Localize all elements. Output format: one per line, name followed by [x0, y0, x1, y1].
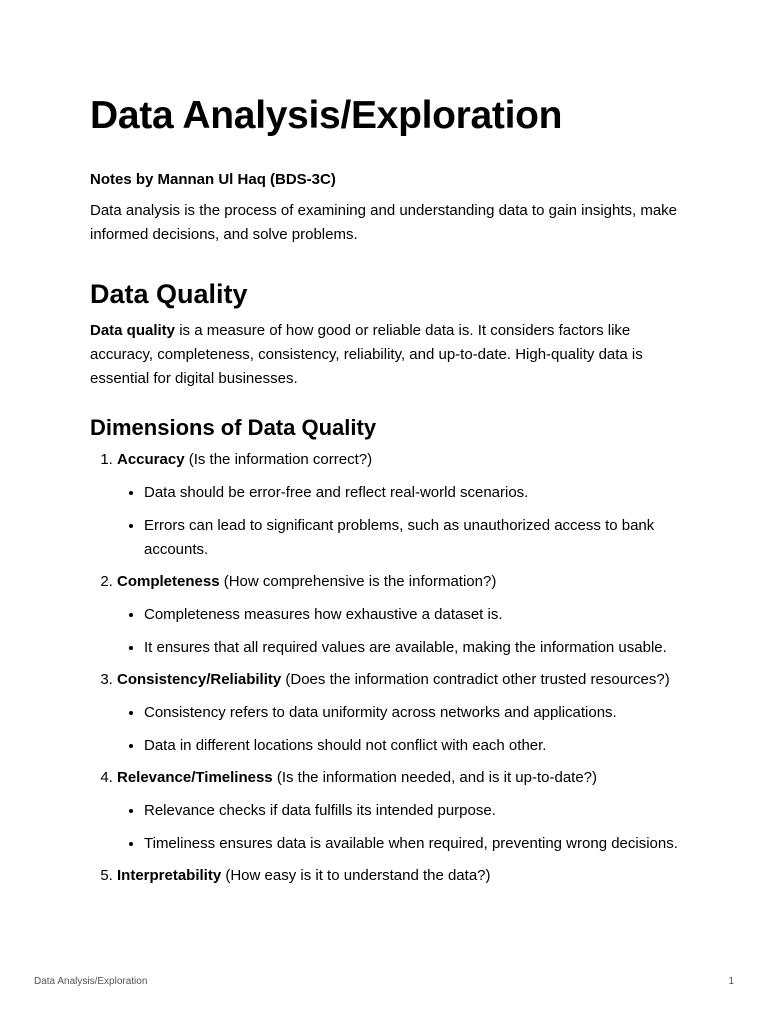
author-line: Notes by Mannan Ul Haq (BDS-3C): [90, 171, 336, 188]
dimension-question: (Is the information needed, and is it up-to-date?): [272, 769, 598, 786]
data-quality-paragraph: [90, 319, 690, 391]
dimensions-list: [90, 448, 690, 888]
dimension-item-interpretability: [117, 864, 690, 888]
list-item: • It ensures that all required values are available, making the information usable.: [144, 636, 690, 660]
list-item: • Data in different locations should not conflict with each other.: [144, 734, 690, 758]
intro-paragraph: Data analysis is the process of examining and understanding data to gain insights, make informed decisions, and solve problems.: [90, 202, 678, 243]
list-item: • Consistency refers to data uniformity across networks and applications.: [144, 701, 690, 725]
dimension-name: Interpretability: [117, 867, 222, 884]
dimension-item-consistency: [117, 668, 690, 758]
footer-page-number: 1: [728, 976, 734, 987]
dimension-name: Relevance/Timeliness: [117, 769, 273, 786]
document-title: Data Analysis/Exploration: [90, 94, 563, 137]
list-item: • Relevance checks if data fulfills its intended purpose.: [144, 799, 690, 823]
dimension-question: (Is the information correct?): [184, 451, 373, 468]
dimension-item-relevance: [117, 766, 690, 856]
dimension-points: [117, 603, 690, 660]
data-quality-term: Data quality: [90, 322, 176, 339]
dimension-points: [117, 701, 690, 758]
list-item: • Errors can lead to significant problems, such as unauthorized access to bank accounts.: [144, 514, 690, 562]
footer-document-title: Data Analysis/Exploration: [34, 976, 148, 987]
section-title-data-quality: Data Quality: [90, 279, 248, 309]
dimension-question: (How comprehensive is the information?): [219, 573, 497, 590]
dimension-name: Accuracy: [117, 451, 185, 468]
list-item: • Completeness measures how exhaustive a dataset is.: [144, 603, 690, 627]
dimension-name: Consistency/Reliability: [117, 671, 282, 688]
list-item: • Data should be error-free and reflect real-world scenarios.: [144, 481, 690, 505]
subsection-title-dimensions: Dimensions of Data Quality: [90, 415, 377, 440]
dimension-item-completeness: [117, 570, 690, 660]
data-quality-text: is a measure of how good or reliable data is. It considers factors like accuracy, completeness, consistency, reliability, and up-to-date. High-quality data is essential for digital businesses.: [90, 322, 643, 387]
dimension-name: Completeness: [117, 573, 220, 590]
dimension-points: [117, 481, 690, 562]
dimension-question: (Does the information contradict other trusted resources?): [281, 671, 670, 688]
dimension-points: [117, 799, 690, 856]
dimension-question: (How easy is it to understand the data?): [221, 867, 491, 884]
document-body: [90, 92, 690, 896]
dimension-item-accuracy: [117, 448, 690, 562]
list-item: • Timeliness ensures data is available when required, preventing wrong decisions.: [144, 832, 690, 856]
